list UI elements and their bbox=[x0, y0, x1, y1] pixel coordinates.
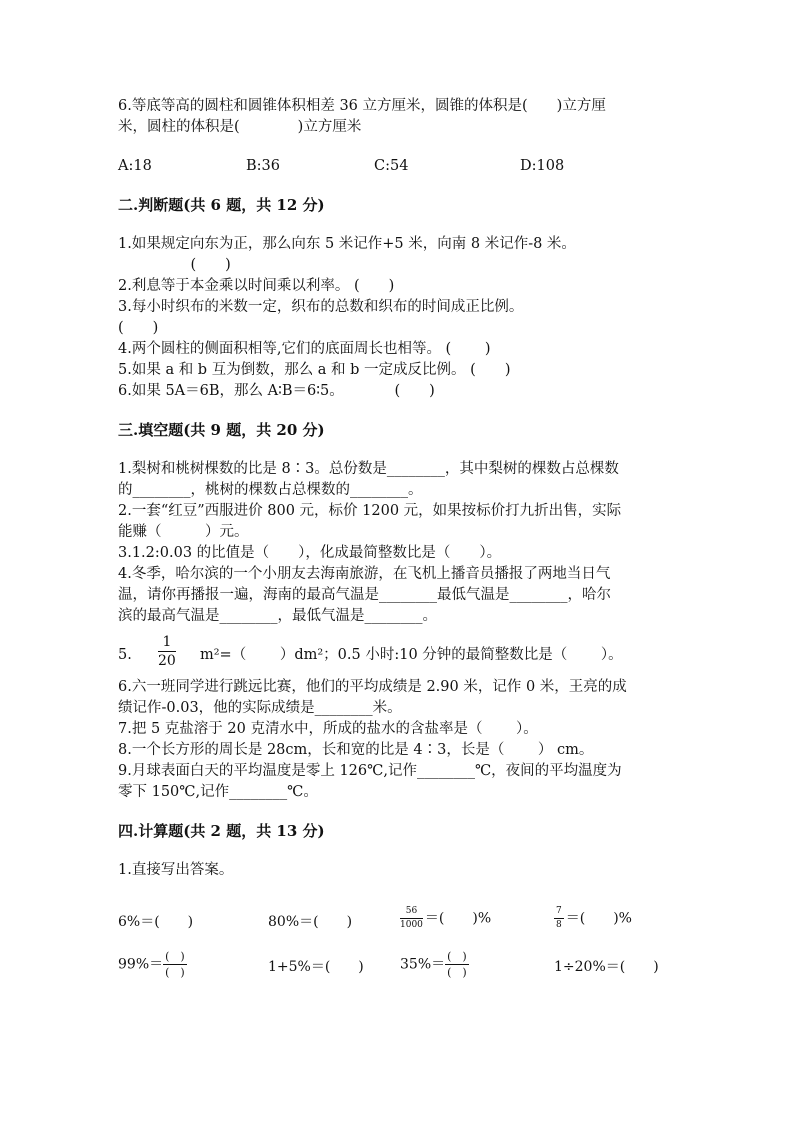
section-heading-judge: 二.判断题(共 6 题，共 12 分) bbox=[118, 196, 325, 214]
fill-line: 零下 150℃,记作________℃。 bbox=[118, 784, 318, 800]
judge-line: 6.如果 5A＝6B，那么 A∶B＝6∶5。 ( ) bbox=[118, 383, 435, 399]
q6-options bbox=[118, 156, 678, 177]
fill-line: 3.1.2:0.03 的比值是（ ），化成最简整数比是（ ）。 bbox=[118, 545, 502, 561]
fraction-numerator: 7 bbox=[554, 907, 564, 919]
judge-line: 2.利息等于本金乘以时间乘以利率。 ( ) bbox=[118, 278, 395, 294]
section-heading-calc: 四.计算题(共 2 题，共 13 分) bbox=[118, 822, 325, 840]
calc-item bbox=[554, 907, 632, 930]
judge-line: ( ) bbox=[118, 257, 231, 273]
fill-line: 滨的最高气温是________，最低气温是________。 bbox=[118, 608, 437, 624]
fraction-denominator: ( ) bbox=[165, 966, 185, 979]
fill-line: 7.把 5 克盐溶于 20 克清水中，所成的盐水的含盐率是（ ）。 bbox=[118, 721, 538, 737]
option-c: C:54 bbox=[374, 158, 409, 174]
fill-line: 2.一套“红豆”西服进价 800 元，标价 1200 元，如果按标价打九折出售，实际 bbox=[118, 503, 622, 519]
fill-line: 1.梨树和桃树棵数的比是 8∶3。总份数是________，其中梨树的棵数占总棵数 bbox=[118, 461, 619, 477]
q6-line1: 6.等底等高的圆柱和圆锥体积相差 36 立方厘米，圆锥的体积是( )立方厘 bbox=[118, 98, 606, 114]
fill-line: 8.一个长方形的周长是 28cm，长和宽的比是 4∶3，长是（ ） cm。 bbox=[118, 742, 594, 758]
option-d: D:108 bbox=[520, 158, 565, 174]
q5-label: 5. bbox=[118, 647, 132, 663]
fraction-denominator: 1000 bbox=[400, 920, 423, 930]
judge-line: 5.如果 a 和 b 互为倒数，那么 a 和 b 一定成反比例。 ( ) bbox=[118, 362, 511, 378]
fill-line: 的________，桃树的棵数占总棵数的________。 bbox=[118, 482, 423, 498]
fill-line: 9.月球表面白天的平均温度是零上 126℃,记作________℃，夜间的平均温度为 bbox=[118, 763, 622, 779]
fill-line: 绩记作-0.03，他的实际成绩是________米。 bbox=[118, 700, 402, 716]
fraction-numerator: ( ) bbox=[165, 950, 185, 963]
option-b: B:36 bbox=[246, 158, 280, 174]
q6-line2: 米，圆柱的体积是( )立方厘米 bbox=[118, 119, 362, 135]
judge-line: ( ) bbox=[118, 320, 159, 336]
calc-row-1 bbox=[118, 907, 678, 951]
fraction bbox=[554, 907, 564, 930]
option-a: A:18 bbox=[118, 158, 152, 174]
calc-intro: 1.直接写出答案。 bbox=[118, 862, 234, 878]
calc-row-2 bbox=[118, 951, 678, 995]
fraction-numerator: ( ) bbox=[447, 950, 467, 963]
fill-q5 bbox=[118, 634, 678, 677]
fraction bbox=[445, 951, 469, 978]
calc-item-text: ＝( )% bbox=[424, 910, 492, 927]
section-heading-fill: 三.填空题(共 9 题，共 20 分) bbox=[118, 421, 325, 439]
calc-item bbox=[118, 951, 189, 978]
fraction bbox=[158, 635, 176, 668]
fraction bbox=[400, 907, 423, 930]
calc-item bbox=[400, 951, 471, 978]
fraction-denominator: 8 bbox=[556, 920, 562, 930]
fraction bbox=[163, 951, 187, 978]
fraction-numerator: 56 bbox=[400, 907, 423, 919]
fraction-denominator: 20 bbox=[158, 653, 176, 669]
calc-item bbox=[400, 907, 491, 930]
calc-item-text: 35%＝ bbox=[400, 956, 446, 973]
judge-line: 4.两个圆柱的侧面积相等,它们的底面周长也相等。 ( ) bbox=[118, 341, 491, 357]
calc-item-text: ＝( )% bbox=[565, 910, 632, 927]
fill-line: 能赚（ ）元。 bbox=[118, 524, 249, 540]
q5-text: m²=（ ）dm²；0.5 小时:10 分钟的最简整数比是（ ）。 bbox=[200, 647, 623, 663]
judge-line: 3.每小时织布的米数一定，织布的总数和织布的时间成正比例。 bbox=[118, 299, 524, 315]
document-page bbox=[118, 96, 678, 995]
calc-item: 6%＝( ) bbox=[118, 914, 194, 930]
fraction-numerator: 1 bbox=[158, 635, 176, 652]
fill-line: 温，请你再播报一遍，海南的最高气温是________最低气温是________，哈尔 bbox=[118, 587, 611, 603]
calc-item: 1÷20%＝( ) bbox=[554, 959, 659, 975]
calc-item-text: 99%＝ bbox=[118, 956, 164, 973]
fill-line: 4.冬季，哈尔滨的一个小朋友去海南旅游，在飞机上播音员播报了两地当日气 bbox=[118, 566, 611, 582]
fill-line: 6.六一班同学进行跳远比赛，他们的平均成绩是 2.90 米，记作 0 米，王亮的成 bbox=[118, 679, 627, 695]
fraction-denominator: ( ) bbox=[447, 966, 467, 979]
judge-line: 1.如果规定向东为正，那么向东 5 米记作+5 米，向南 8 米记作-8 米。 bbox=[118, 236, 576, 252]
calc-item: 1+5%＝( ) bbox=[268, 959, 364, 975]
calc-item: 80%＝( ) bbox=[268, 914, 353, 930]
